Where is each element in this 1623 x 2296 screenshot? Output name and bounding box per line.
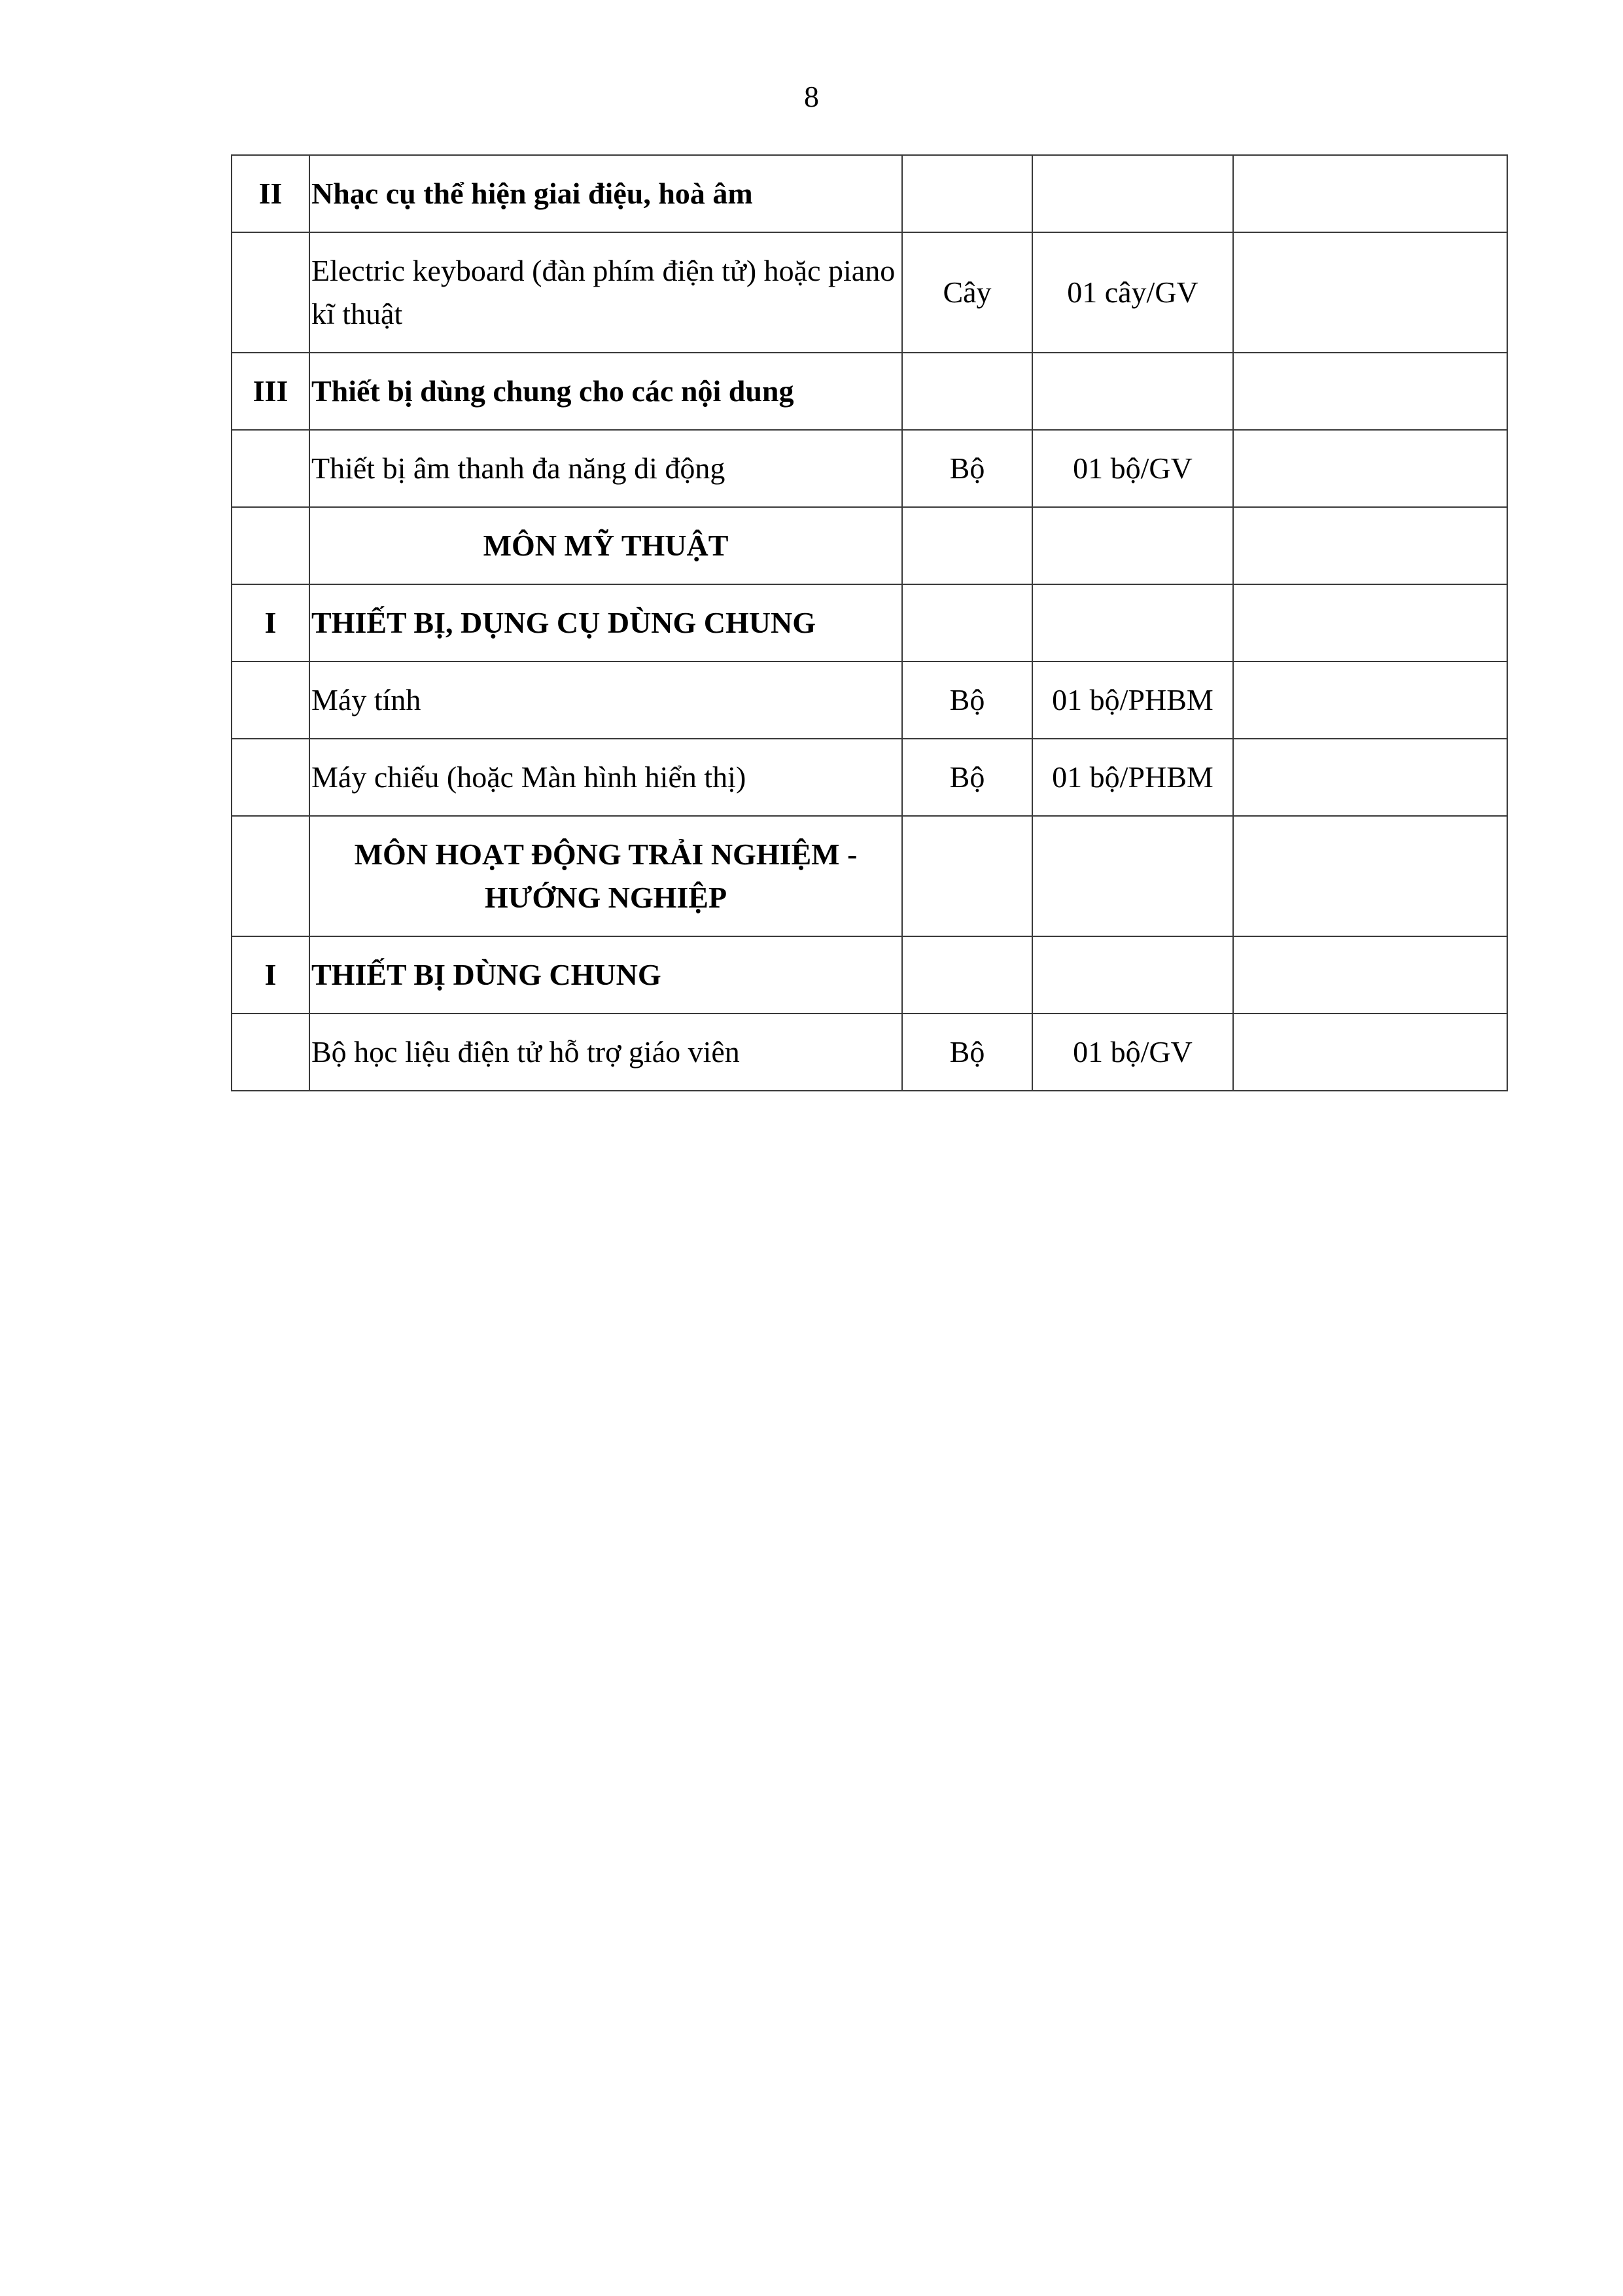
item-name: Bộ học liệu điện tử hỗ trợ giáo viên (309, 1014, 902, 1091)
quantity-cell: 01 bộ/GV (1032, 1014, 1233, 1091)
row-number: III (232, 353, 309, 430)
quantity-cell (1032, 507, 1233, 584)
unit-cell: Cây (902, 232, 1032, 353)
table-row (232, 353, 1507, 430)
unit-cell (902, 816, 1032, 936)
section-title: THIẾT BỊ, DỤNG CỤ DÙNG CHUNG (309, 584, 902, 662)
row-number: I (232, 936, 309, 1014)
equipment-table (231, 154, 1508, 1091)
note-cell (1233, 936, 1507, 1014)
subject-title: MÔN MỸ THUẬT (309, 507, 902, 584)
table-row (232, 155, 1507, 232)
page-number: 8 (804, 80, 819, 113)
table-row (232, 739, 1507, 816)
unit-cell: Bộ (902, 1014, 1032, 1091)
item-name: Thiết bị âm thanh đa năng di động (309, 430, 902, 507)
note-cell (1233, 430, 1507, 507)
note-cell (1233, 662, 1507, 739)
row-number (232, 232, 309, 353)
quantity-cell (1032, 155, 1233, 232)
unit-cell (902, 353, 1032, 430)
quantity-cell: 01 bộ/PHBM (1032, 662, 1233, 739)
unit-cell (902, 584, 1032, 662)
section-title: Nhạc cụ thể hiện giai điệu, hoà âm (309, 155, 902, 232)
table-row (232, 816, 1507, 936)
note-cell (1233, 232, 1507, 353)
quantity-cell: 01 cây/GV (1032, 232, 1233, 353)
unit-cell: Bộ (902, 739, 1032, 816)
note-cell (1233, 739, 1507, 816)
section-title: THIẾT BỊ DÙNG CHUNG (309, 936, 902, 1014)
table-row (232, 232, 1507, 353)
table-row (232, 662, 1507, 739)
item-name: Electric keyboard (đàn phím điện tử) hoặc piano kĩ thuật (309, 232, 902, 353)
table-row (232, 430, 1507, 507)
row-number: I (232, 584, 309, 662)
row-number (232, 739, 309, 816)
row-number (232, 816, 309, 936)
subject-title: MÔN HOẠT ĐỘNG TRẢI NGHIỆM - HƯỚNG NGHIỆP (309, 816, 902, 936)
row-number (232, 1014, 309, 1091)
note-cell (1233, 155, 1507, 232)
quantity-cell: 01 bộ/PHBM (1032, 739, 1233, 816)
note-cell (1233, 816, 1507, 936)
row-number: II (232, 155, 309, 232)
unit-cell: Bộ (902, 662, 1032, 739)
item-name: Máy chiếu (hoặc Màn hình hiển thị) (309, 739, 902, 816)
row-number (232, 430, 309, 507)
item-name: Máy tính (309, 662, 902, 739)
unit-cell: Bộ (902, 430, 1032, 507)
row-number (232, 662, 309, 739)
table-row (232, 507, 1507, 584)
note-cell (1233, 1014, 1507, 1091)
section-title: Thiết bị dùng chung cho các nội dung (309, 353, 902, 430)
note-cell (1233, 507, 1507, 584)
note-cell (1233, 353, 1507, 430)
note-cell (1233, 584, 1507, 662)
quantity-cell (1032, 353, 1233, 430)
quantity-cell (1032, 816, 1233, 936)
quantity-cell (1032, 584, 1233, 662)
row-number (232, 507, 309, 584)
unit-cell (902, 507, 1032, 584)
table-row (232, 1014, 1507, 1091)
unit-cell (902, 936, 1032, 1014)
unit-cell (902, 155, 1032, 232)
quantity-cell: 01 bộ/GV (1032, 430, 1233, 507)
table-row (232, 936, 1507, 1014)
quantity-cell (1032, 936, 1233, 1014)
table-row (232, 584, 1507, 662)
